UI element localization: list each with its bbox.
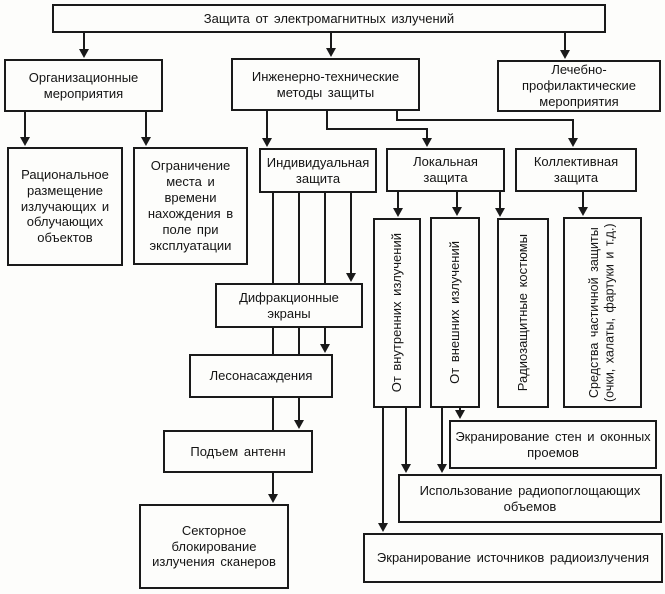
node-sector-blocking [139,504,289,589]
node-time-place-limit [133,147,248,265]
node-antenna-raising-label: Подъем антенн [190,443,286,459]
node-partial-protection [563,217,642,408]
node-source-shielding-label: Экранирование источников радиоизлучения [376,550,650,566]
edge-eng-individual-line [266,111,268,139]
node-organizational-label: Организационные мероприятия [28,69,139,101]
node-collective-protection [515,148,637,192]
node-engineering-label: Инженерно-технические методы защиты [251,68,400,100]
edge-local-internal-arrowhead [393,208,403,217]
edge-individual-sector-arrowhead [268,494,278,503]
edge-local-external-line [456,192,458,208]
edge-org-limit-arrowhead [141,137,151,146]
edge-internal-shield-line [382,408,384,524]
node-walls-shielding-label: Экранирование стен и оконных проемов [455,428,651,460]
edge-individual-diffraction-line [350,193,352,274]
node-external-radiation-label: От внешних излучений [447,241,463,384]
node-absorbing-volumes [398,474,662,523]
node-absorbing-volumes-label: Использование радиопоглощающих объемов [419,482,641,514]
edge-org-rational-line [24,112,26,138]
node-partial-protection-label: Средства частичной защиты (очки, халаты, фартуки и т.д.) [587,223,617,402]
node-medical-label: Лечебно-профилактические мероприятия [521,62,636,109]
edge-org-rational-arrowhead [20,137,30,146]
node-local-protection-label: Локальная защита [413,154,478,185]
node-time-place-limit-label: Ограничение места и времени нахождения в поле при эксплуатации [147,158,234,253]
edge-org-limit-line [145,112,147,138]
node-walls-shielding [449,420,657,469]
node-external-radiation [430,217,480,408]
edge-eng-collective-arrowhead [568,138,578,147]
edge-root-eng-line [330,33,332,49]
edge-eng-individual-arrowhead [262,138,272,147]
node-radio-suits [497,218,549,408]
edge-individual-forest-arrowhead [320,344,330,353]
node-rational-placement [7,147,123,266]
node-radio-suits-label: Радиозащитные костюмы [515,234,531,392]
edge-local-internal-line [397,192,399,209]
edge-root-org-line [83,33,85,50]
edge-external-walls-arrowhead [455,410,465,419]
node-forest-planting-label: Лесонасаждения [209,368,313,384]
node-engineering [231,58,420,111]
edge-root-med-line [564,33,566,51]
node-source-shielding [363,533,663,583]
node-diffraction-screens [215,283,363,328]
edge-collective-partial-line [582,192,584,208]
node-forest-planting [189,354,333,398]
edge-external-absorb-line [441,408,443,465]
edge-collective-partial-arrowhead [578,207,588,216]
node-internal-radiation [373,218,421,408]
edge-eng-local-arrowhead [422,138,432,147]
node-title-label: Защита от электромагнитных излучений [203,10,455,26]
edge-internal-absorb-arrowhead [401,464,411,473]
edge-internal-shield-arrowhead [378,523,388,532]
edge-eng-local-line [326,128,428,130]
node-antenna-raising [163,430,313,473]
edge-local-suits-line [499,192,501,209]
node-local-protection [386,148,505,192]
edge-individual-antenna-arrowhead [294,420,304,429]
node-title [52,4,606,33]
edge-local-external-arrowhead [452,207,462,216]
edge-eng-collective-line [572,119,574,139]
node-sector-blocking-label: Секторное блокирование излучения сканеров [152,522,276,570]
edge-root-org-arrowhead [79,49,89,58]
edge-individual-diffraction-arrowhead [346,273,356,282]
edge-root-med-arrowhead [560,50,570,59]
edge-external-absorb-arrowhead [437,464,447,473]
node-individual-protection [259,148,377,193]
edge-local-suits-arrowhead [495,208,505,217]
node-collective-protection-label: Коллективная защита [533,154,619,185]
edge-eng-collective-line [396,119,574,121]
node-medical [497,60,661,112]
node-individual-protection-label: Индивидуальная защита [266,154,370,186]
node-rational-placement-label: Рациональное размещение излучающих и облучающих объектов [20,166,110,246]
node-diffraction-screens-label: Дифракционные экраны [239,289,339,321]
edge-internal-absorb-line [405,408,407,465]
edge-root-eng-arrowhead [326,48,336,57]
node-organizational [4,59,163,112]
node-internal-radiation-label: От внутренних излучений [389,233,405,393]
